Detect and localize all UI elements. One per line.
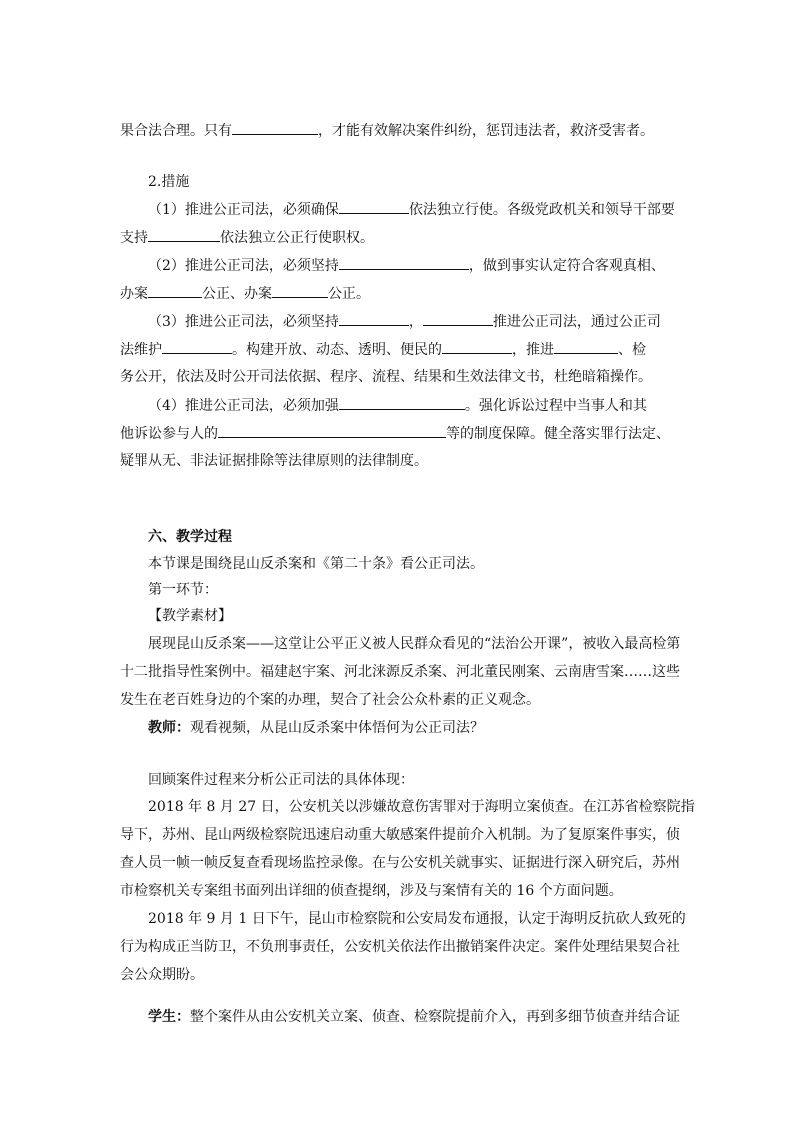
student-answer: 学生：整个案件从由公安机关立案、侦查、检察院提前介入，再到多细节侦查并结合证 <box>148 1009 680 1025</box>
step-label: 第一环节： <box>148 582 218 598</box>
paragraph-line: 2018 年 8 月 27 日，公安机关以涉嫌故意伤害罪对于海明立案侦查。在江苏省检察院指 <box>148 799 695 815</box>
fill-blank <box>218 423 446 438</box>
paragraph-line: （3）推进公正司法，必须坚持 ， 推进公正司法，通过公正司 <box>148 311 661 333</box>
paragraph-line: （4）推进公正司法，必须加强 。强化诉讼过程中当事人和其 <box>148 395 647 417</box>
paragraph-line: 查人员一帧一帧反复查看现场监控录像。在与公安机关就事实、证据进行深入研究后，苏州 <box>120 855 680 871</box>
material-label: 【教学素材】 <box>148 608 232 624</box>
paragraph-line: 法维护 。构建开放、动态、透明、便民的 ，推进 、检 <box>120 339 646 361</box>
fill-blank <box>232 120 318 135</box>
fill-blank <box>148 283 202 298</box>
paragraph-line: 务公开，依法及时公开司法依据、程序、流程、结果和生效法律文书，杜绝暗箱操作。 <box>120 369 652 385</box>
fill-blank <box>339 255 469 270</box>
paragraph-line: 会公众期盼。 <box>120 967 204 983</box>
paragraph-line: 支持 依法独立公正行使职权。 <box>120 227 374 249</box>
paragraph-line: 十二批指导性案例中。福建赵宇案、河北涞源反杀案、河北董民刚案、云南唐雪案……这些 <box>120 664 680 680</box>
fill-blank <box>442 339 512 354</box>
fill-blank <box>423 311 493 326</box>
paragraph-line: 行为构成正当防卫，不负刑事责任，公安机关依法作出撤销案件决定。案件处理结果契合社 <box>120 939 680 955</box>
paragraph-line: 2018 年 9 月 1 日下午，昆山市检察院和公安局发布通报，认定于海明反抗砍人致死的 <box>148 911 686 927</box>
paragraph-line: 本节课是围绕昆山反杀案和《第二十条》看公正司法。 <box>148 556 484 572</box>
fill-blank <box>339 199 409 214</box>
paragraph-line: 他诉讼参与人的 等的制度保障。健全落实罪行法定、 <box>120 423 670 445</box>
fill-blank <box>162 339 232 354</box>
fill-blank <box>339 395 465 410</box>
fill-blank <box>148 227 220 242</box>
paragraph-line: 展现昆山反杀案——这堂让公平正义被人民群众看见的“法治公开课”，被收入最高检第 <box>148 636 681 652</box>
paragraph-line: （2）推进公正司法，必须坚持 ，做到事实认定符合客观真相、 <box>148 255 665 277</box>
teacher-label: 教师： <box>148 720 190 736</box>
paragraph-line: 市检察机关专案组书面列出详细的侦查提纲，涉及与案情有关的 16 个方面问题。 <box>120 883 623 899</box>
paragraph-line: （1）推进公正司法，必须确保 依法独立行使。各级党政机关和领导干部要 <box>148 199 675 221</box>
fill-blank <box>339 311 409 326</box>
section-heading: 2.措施 <box>148 174 190 190</box>
paragraph-line: 回顾案件过程来分析公正司法的具体体现： <box>148 772 414 788</box>
section-title: 六、教学过程 <box>148 529 232 545</box>
fill-blank <box>554 339 618 354</box>
student-label: 学生： <box>148 1009 190 1025</box>
paragraph-line: 疑罪从无、非法证据排除等法律原则的法律制度。 <box>120 453 428 469</box>
paragraph-line: 办案 公正、办案 公正。 <box>120 283 370 305</box>
paragraph-line: 导下，苏州、昆山两级检察院迅速启动重大敏感案件提前介入机制。为了复原案件事实，侦 <box>120 827 680 843</box>
fill-blank <box>272 283 328 298</box>
paragraph-line: 果合法合理。只有 ，才能有效解决案件纠纷，惩罚违法者，救济受害者。 <box>120 120 654 142</box>
paragraph-line: 发生在老百姓身边的个案的办理，契合了社会公众朴素的正义观念。 <box>120 692 540 708</box>
teacher-question: 教师：观看视频，从昆山反杀案中体悟何为公正司法？ <box>148 720 484 736</box>
